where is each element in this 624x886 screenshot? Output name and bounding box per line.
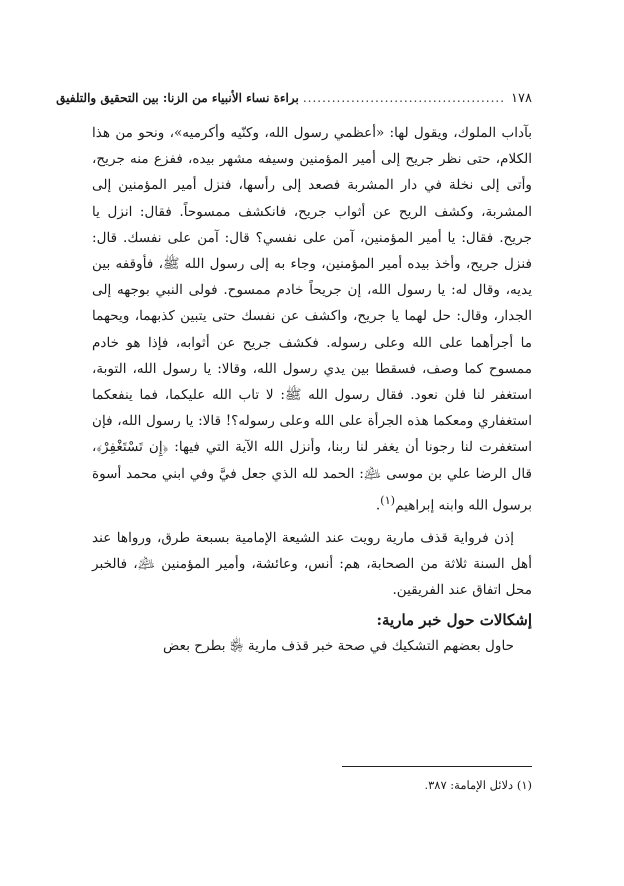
section-heading: إشكالات حول خبر مارية: — [376, 611, 532, 630]
paragraph-1-text: بآداب الملوك، ويقول لها: «أعظمي رسول الله، وكنّيه وأكرميه»، ونحو من هذا الكلام، حتى نظر جريح إلى أمير المؤمنين وسيفه مشهر بيده، ففزع منه جريح، وأتى إلى نخلة في دار المشربة فصعد إلى رأسها، فنزل أمير المؤمنين إلى المشربة، وكشف الريح عن أثواب جريح، فانكشف ممسوحاً. فقال: انزل يا جريح. فقال: يا أمير المؤمنين، آمن على نفسي؟ قال: آمن على نفسك. قال: فنزل جريح، وأخذ بيده أمير المؤمنين، وجاء به إلى رسول الله ﷺ، فأوقفه بين يديه، وقال له: يا رسول الله، إن جريحاً خادم ممسوح. فولى النبي بوجهه إلى الجدار، وقال: حل لهما يا جريح، واكشف عن نفسك حتى يتبين كذبهما، ويحهما ما أجرأهما على الله وعلى رسوله. فكشف جريح عن أثوابه، فإذا هو خادم ممسوح كما وصف، فسقطا بين يدي رسول الله، وقالا: يا رسول الله، التوبة، استغفر لنا فلن نعود. فقال رسول الله ﷺ: لا تاب الله عليكما، فما ينفعكما استغفاري ومعكما هذه الجرأة على الله وعلى رسوله؟! قالا: يا رسول الله، فإن استغفرت لنا رجونا أن يغفر لنا ربنا، وأنزل الله الآية التي فيها: ﴿إِن تَسْتَغْفِرْ﴾، قال الرضا علي بن موسى ﵇: الحمد لله الذي جعل فيَّ وفي ابني محمد أسوة برسول الله وابنه إبراهيم — [92, 125, 532, 514]
paragraph-1: بآداب الملوك، ويقول لها: «أعظمي رسول الله، وكنّيه وأكرميه»، ونحو من هذا الكلام، حتى نظر جريح إلى أمير المؤمنين وسيفه مشهر بيده، ففزع منه جريح، وأتى إلى نخلة في دار المشربة فصعد إلى رأسها، فنزل أمير المؤمنين إلى المشربة، وكشف الريح عن أثواب جريح، فانكشف ممسوحاً. فقال: انزل يا جريح. فقال: يا أمير المؤمنين، آمن على نفسي؟ قال: آمن على نفسك. قال: فنزل جريح، وأخذ بيده أمير المؤمنين، وجاء به إلى رسول الله ﷺ، فأوقفه بين يديه، وقال له: يا رسول الله، إن جريحاً خادم ممسوح. فولى النبي بوجهه إلى الجدار، وقال: حل لهما يا جريح، واكشف عن نفسك حتى يتبين كذبهما، ويحهما ما أجرأهما على الله وعلى رسوله. فكشف جريح عن أثوابه، فإذا هو خادم ممسوح كما وصف، فسقطا بين يدي رسول الله، وقالا: يا رسول الله، التوبة، استغفر لنا فلن نعود. فقال رسول الله ﷺ: لا تاب الله عليكما، فما ينفعكما استغفاري ومعكما هذه الجرأة على الله وعلى رسوله؟! قالا: يا رسول الله، فإن استغفرت لنا رجونا أن يغفر لنا ربنا، وأنزل الله الآية التي فيها: ﴿إِن تَسْتَغْفِرْ﴾، قال الرضا علي بن موسى ﵇: الحمد لله الذي جعل فيَّ وفي ابني محمد أسوة برسول الله وابنه إبراهيم$^{(١)}$. — [92, 125, 532, 514]
paragraph-3: حاول بعضهم التشكيك في صحة خبر قذف مارية ﵂ بطرح بعض — [162, 638, 514, 655]
footnote-divider — [342, 766, 532, 767]
page-number: ١٧٨ — [511, 90, 532, 106]
paragraph-2: إذن فرواية قذف مارية رويت عند الشيعة الإمامية بسبعة طرق، ورواها عند أهل السنة ثلاثة من الصحابة، هم: أنس، وعائشة، وأمير المؤمنين ﵇، فالخبر محل اتفاق عند الفريقين. — [92, 529, 532, 598]
page-body — [92, 120, 532, 660]
header-leader-dots: .......................................... — [302, 91, 506, 105]
running-header — [56, 88, 532, 108]
footnote: (١) دلائل الإمامة: ٣٨٧. — [424, 778, 532, 792]
book-title: براءة نساء الأنبياء من الزنا: بين التحقيق والتلفيق — [56, 91, 299, 105]
footnote-marker: (١) — [380, 492, 396, 507]
